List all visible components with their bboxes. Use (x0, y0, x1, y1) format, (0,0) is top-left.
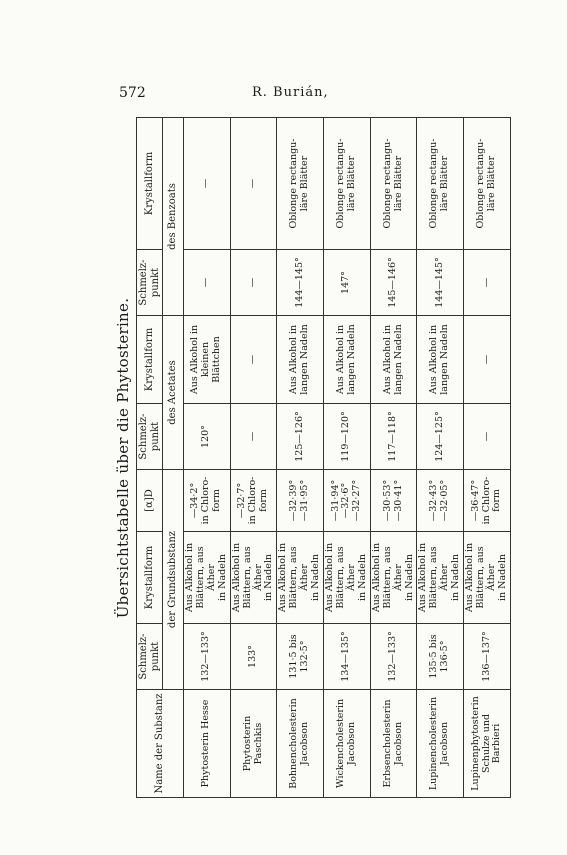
header-cell: Schmelz- punkt (137, 624, 163, 690)
table-row (277, 118, 324, 798)
table-cell: Oblonge rectangu- läre Blätter (464, 118, 511, 250)
table-cell: 133° (230, 624, 277, 690)
table-cell: Aus Alkohol in Blättern, aus Äther in Nadeln (324, 532, 371, 624)
table-cell: —30·53° —30·41° (370, 470, 417, 532)
table-cell: Aus Alkohol in Blättern, aus Äther in Nadeln (230, 532, 277, 624)
table-cell: Aus Alkohol in langen Nadeln (370, 316, 417, 404)
table-cell: — (464, 404, 511, 470)
table-cell: Oblonge rectangu- läre Blätter (370, 118, 417, 250)
rotated-table-area (110, 118, 508, 798)
table-cell: —32·7° in Chloro- form (230, 470, 277, 532)
header-cell: Krystallform (137, 532, 163, 624)
header-cell: [α]D (137, 470, 163, 532)
table-cell: 136—137° (464, 624, 511, 690)
table-cell: 131·5 bis 132·5° (277, 624, 324, 690)
table-cell: —34·2° in Chloro- form (184, 470, 231, 532)
table-cell: Oblonge rectangu- läre Blätter (277, 118, 324, 250)
table-cell: 119—120° (324, 404, 371, 470)
table-cell: 132—133° (184, 624, 231, 690)
substance-name-cell: Lupinenphytosterin Schulze und Barbieri (464, 690, 511, 798)
table-cell: Aus Alkohol in kleinen Blättchen (184, 316, 231, 404)
table-cell: — (464, 316, 511, 404)
table-cell: Aus Alkohol in Blättern, aus Äther in Nadeln (370, 532, 417, 624)
table-cell: —32·39° —31·95° (277, 470, 324, 532)
table-cell: — (230, 404, 277, 470)
substance-name-cell: Phytosterin Hesse (184, 690, 231, 798)
table-cell: Aus Alkohol in Blättern, aus Äther in Nadeln (277, 532, 324, 624)
running-header-author: R. Burián, (252, 85, 329, 100)
table-body (184, 118, 511, 798)
substance-name-cell: Bohnencholesterin Jacobson (277, 690, 324, 798)
table-cell: Aus Alkohol in Blättern, aus Äther in Nadeln (417, 532, 464, 624)
table-cell: — (464, 250, 511, 316)
table-cell: — (230, 316, 277, 404)
table-cell: 144—145° (417, 250, 464, 316)
header-cell: Krystallform (137, 118, 163, 250)
header-cell: Schmelz- punkt (137, 404, 163, 470)
table-row (370, 118, 417, 798)
header-cell: Name der Substanz (137, 690, 184, 798)
table-cell: 147° (324, 250, 371, 316)
header-cell: Schmelz- punkt (137, 250, 163, 316)
page-number: 572 (119, 85, 146, 101)
table-title: Übersichtstabelle über die Phytosterine. (114, 297, 132, 619)
table-cell: 134—135° (324, 624, 371, 690)
group-cell: der Grundsubstanz (163, 470, 184, 690)
phytosterin-table (136, 117, 511, 798)
header-cell: Krystallform (137, 316, 163, 404)
table-cell: 125—126° (277, 404, 324, 470)
table-cell: Oblonge rectangu- läre Blätter (324, 118, 371, 250)
table-cell: 132—133° (370, 624, 417, 690)
table-row (230, 118, 277, 798)
header-row (137, 118, 163, 798)
table-cell: Aus Alkohol in Blättern, aus Äther in Nadeln (184, 532, 231, 624)
table-cell: Aus Alkohol in langen Nadeln (417, 316, 464, 404)
group-cell: des Benzoats (163, 118, 184, 316)
table-cell: 117—118° (370, 404, 417, 470)
substance-name-cell: Wickencholesterin Jacobson (324, 690, 371, 798)
table-cell: Aus Alkohol in langen Nadeln (277, 316, 324, 404)
table-row (324, 118, 371, 798)
substance-name-cell: Phytosterin Paschkis (230, 690, 277, 798)
table-row (417, 118, 464, 798)
table-cell: — (230, 118, 277, 250)
table-cell: Oblonge rectangu- läre Blätter (417, 118, 464, 250)
group-cell: des Acetates (163, 316, 184, 470)
table-cell: — (230, 250, 277, 316)
substance-name-cell: Lupinencholesterin Jacobson (417, 690, 464, 798)
substance-name-cell: Erbsencholesterin Jacobson (370, 690, 417, 798)
table-row (464, 118, 511, 798)
table-cell: Aus Alkohol in langen Nadeln (324, 316, 371, 404)
table-cell: — (184, 250, 231, 316)
table-row (184, 118, 231, 798)
table-cell: —32·43° —32·05° (417, 470, 464, 532)
table-cell: —31·94° —32·6° —32·27° (324, 470, 371, 532)
table-cell: 135·5 bis 136·5° (417, 624, 464, 690)
table-cell: 120° (184, 404, 231, 470)
rotated-content (110, 118, 508, 798)
table-cell: 145—146° (370, 250, 417, 316)
table-cell: 144—145° (277, 250, 324, 316)
table-cell: —36·47° in Chloro- form (464, 470, 511, 532)
table-cell: 124—125° (417, 404, 464, 470)
table-cell: Aus Alkohol in Blättern, aus Äther in Nadeln (464, 532, 511, 624)
table-cell: — (184, 118, 231, 250)
